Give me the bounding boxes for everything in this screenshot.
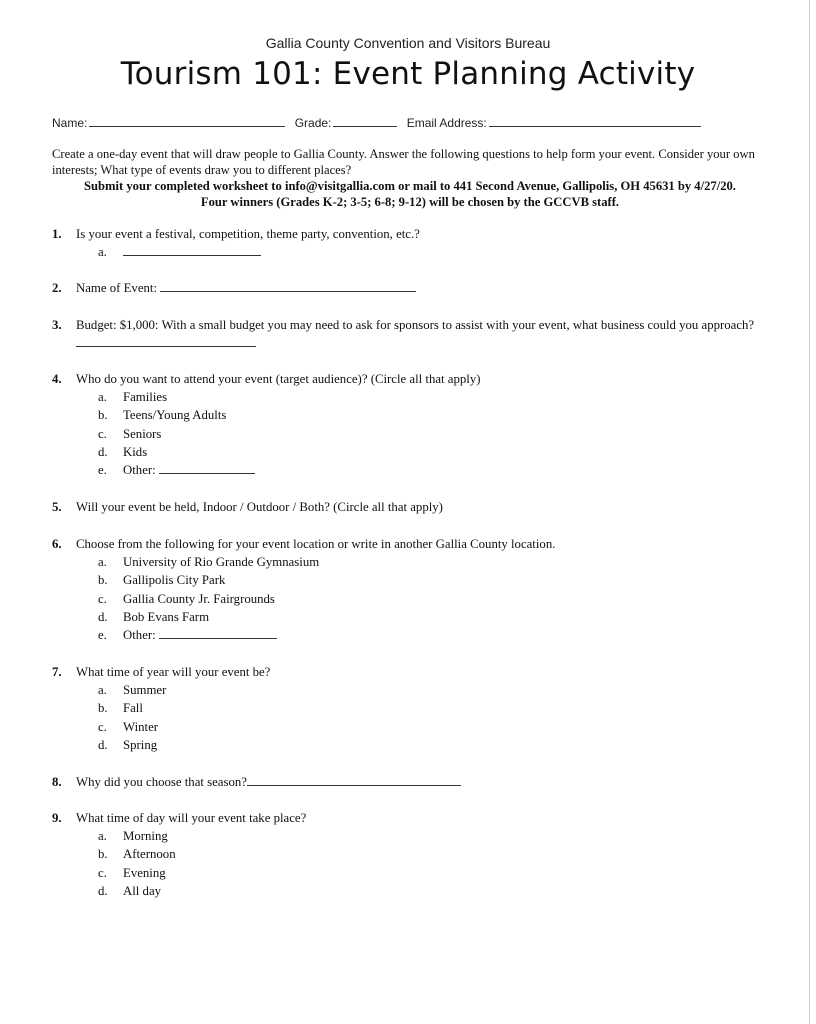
other-audience-field[interactable] [159,461,255,474]
option-letter: a. [98,245,107,259]
option-text: Families [123,390,168,404]
question-number: 1. [52,227,62,241]
option-letter: c. [98,591,107,606]
instructions [52,146,768,210]
question-text-wrap [76,773,766,791]
question-text: Why did you choose that season? [76,775,247,789]
question-text-wrap [76,316,766,352]
student-info-row [52,116,707,130]
question-text: Choose from the following for your event location or write in another Gallia County location. [76,537,556,551]
question-number: 5. [52,500,62,514]
option-letter: c. [98,865,107,880]
option-text: Summer [123,683,167,697]
question-text: Is your event a festival, competition, theme party, convention, etc.? [76,227,420,241]
option-letter: b. [98,701,108,716]
option-text: Gallipolis City Park [123,573,226,588]
option-text: Other: [123,463,156,478]
page-edge [809,0,810,1024]
option-text: Morning [123,829,168,843]
season-reason-field[interactable] [247,773,461,786]
option-letter: a. [98,555,107,569]
grade-field[interactable] [333,116,397,127]
question-text: Who do you want to attend your event (target audience)? (Circle all that apply) [76,372,481,386]
option-letter: b. [98,573,108,588]
email-field[interactable] [489,116,701,127]
option-text: All day [123,883,162,898]
option-text: Other: [123,628,156,643]
option-text: Bob Evans Farm [123,609,210,624]
question-text: With a small budget you may need to ask for sponsors to assist with your event, what business could you approach? [161,318,755,332]
grade-label: Grade: [294,116,332,130]
question-number: 9. [52,811,62,825]
name-label: Name: [52,116,88,130]
option-text: Spring [123,737,158,752]
question-number: 8. [52,775,62,789]
option-text: Winter [123,719,159,734]
organization-name: Gallia County Convention and Visitors Bureau [265,35,551,51]
other-location-field[interactable] [159,626,277,639]
event-name-field[interactable] [160,279,416,292]
option-letter: c. [98,719,107,734]
option-letter: a. [98,683,107,697]
option-text: Gallia County Jr. Fairgrounds [123,591,275,606]
name-field[interactable] [89,116,285,127]
option-letter: b. [98,847,108,862]
page-title: Tourism 101: Event Planning Activity [120,56,696,92]
question-text: Will your event be held, Indoor / Outdoor / Both? (Circle all that apply) [76,500,443,514]
option-letter: b. [98,408,108,423]
option-letter: d. [98,883,108,898]
option-letter: d. [98,737,108,752]
question-number: 4. [52,372,62,386]
question-number: 2. [52,281,62,295]
option-letter: e. [98,463,107,478]
option-text: University of Rio Grande Gymnasium [123,555,320,569]
option-letter: c. [98,426,107,441]
submission-instructions: Submit your completed worksheet to info@visitgallia.com or mail to 441 Second Avenue, Gallipolis, OH 45631 by 4/27/20. [84,179,736,193]
question-text-wrap [76,279,766,297]
email-label: Email Address: [406,116,487,130]
sponsor-field[interactable] [76,334,256,347]
option-letter: a. [98,390,107,404]
option-text: Evening [123,865,166,880]
question-text: What time of year will your event be? [76,665,271,679]
question-number: 7. [52,665,62,679]
option-text: Seniors [123,426,162,441]
option-text: Afternoon [123,847,176,862]
question-text: Name of Event: [76,281,158,295]
winners-note: Four winners (Grades K-2; 3-5; 6-8; 9-12) will be chosen by the GCCVB staff. [200,195,620,209]
instructions-paragraph: Create a one-day event that will draw people to Gallia County. Answer the following questions to help form your event. Consider your own interests; What type of events draw you to different places? [52,147,755,177]
option-text: Teens/Young Adults [123,408,227,423]
answer-field[interactable] [123,243,261,261]
question-number: 6. [52,537,62,551]
question-number: 3. [52,318,62,332]
option-letter: a. [98,829,107,843]
option-letter: d. [98,444,108,459]
option-text: Fall [123,701,143,716]
question-text: What time of day will your event take place? [76,811,307,825]
option-text: Kids [123,444,148,459]
option-letter: e. [98,628,107,643]
option-letter: d. [98,609,108,624]
budget-label: Budget: $1,000: [76,318,159,332]
